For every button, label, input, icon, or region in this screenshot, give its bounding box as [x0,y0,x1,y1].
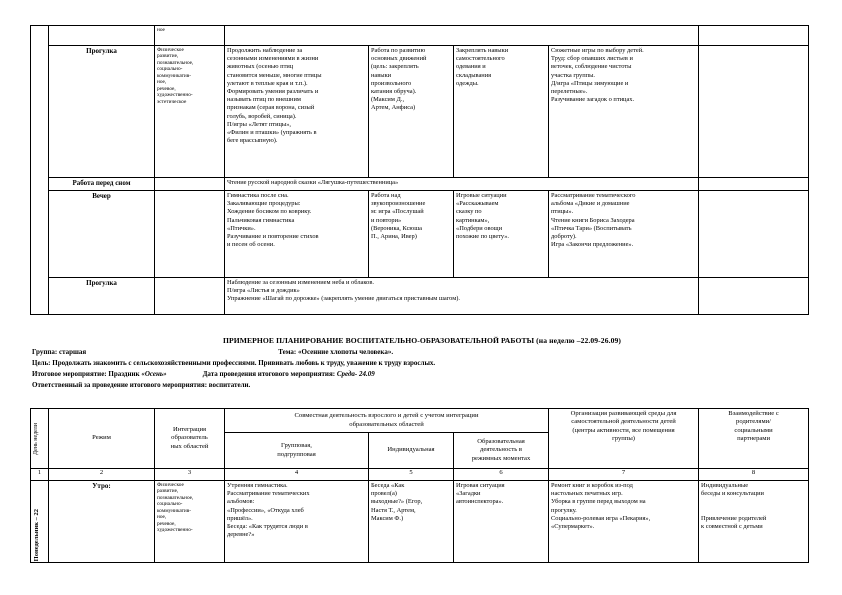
responsible-line: Ответственный за проведение итогового мероприятия: воспитатели. [32,381,251,389]
mode-cell: Вечер [49,191,155,278]
theme-label: Тема: «Осенние хлопоты человека». [278,348,394,356]
merged-activity-cell: Наблюдение за сезонным изменением неба и облаков. П/игра «Листья и дождик» Упражнение «Шагай по дорожке» (закреплять умение двигаться приставным шагом). [225,278,699,315]
group-activity-cell: Утренняя гимнастика. Рассматривание тематических альбомов: «Профессии», «Откуда хлеб пришёл». Беседа: «Как трудятся люди в деревне?» [225,481,369,563]
family-cell [699,191,809,278]
family-cell [699,46,809,178]
environment-cell: Ремонт книг и коробок из-под настольных печатных игр. Уборка в группе перед выходом на прогулку. Социально-ролевая игра «Пекария», «Супермаркет». [549,481,699,563]
individual-activity-cell: Работа по развитию основных движений (цель: закреплять навыки произвольного катания обруча). (Максим Д., Артем, Анфиса) [369,46,454,178]
monday-morning-row [31,481,809,563]
top-row-evening [31,191,809,278]
edu-areas-cell: Физическое развитие, познавательное, социально- коммуникатив- ное, речевое, художественно- [155,481,225,563]
regime-header: Образовательная деятельность в режимных моментах [454,433,549,469]
edu-areas-cell: Физическое развитие, познавательное, социально- коммуникатив- ное, речевое, художественно- эстетическое [155,46,225,178]
final-event-value: «Осень» [141,370,167,378]
top-plan-table [30,25,809,315]
regime-activity-cell: Закреплять навыки самостоятельного одевания и складывания одежды. [454,46,549,178]
column-number-row: 1 2 3 4 5 6 7 8 [31,469,809,481]
mode-cell: Утро: [49,481,155,563]
goals-line: Цель: Продолжать знакомить с сельскохозяйственными профессиями. Прививать любовь к труду, уважение к труду взрослых. [32,359,436,367]
individual-activity-cell: Работа над звукопроизношение м: игра «Послушай и повтори» (Вероника, Ксюша П., Арина, Ивер) [369,191,454,278]
individual-header: Индивидуальная [369,433,454,469]
environment-cell: Сюжетные игры по выбору детей. Труд: сбор опавших листьев и веточек, соблюдение чистоты участка группы. Д/игра «Птицы зимующие и перелетные». Разучивание загадок о птицах. [549,46,699,178]
top-row-walk [31,46,809,178]
group-label: Группа: старшая [32,348,87,356]
final-date-value: Среда- 24.09 [336,370,375,378]
edu-areas-cell: ное [155,26,225,46]
day-header: День недели [31,409,49,469]
group-activity-cell: Гимнастика после сна. Закаливающие процедуры: Хождение босиком по коврику. Пальчиковая гимнастика «Птички». Разучивание и повторение стихов и песен об осени. [225,191,369,278]
group-header: Групповая, подгрупповая [225,433,369,469]
final-event-line: Итоговое мероприятие: Праздник «Осень» Дата проведения итогового мероприятия: Среда- 24.09 [32,370,375,378]
top-row-walk-2 [31,278,809,315]
environment-header: Организация развивающей среды для самостоятельной деятельности детей (центры активности, все помещения группы) [549,409,699,469]
environment-cell: Рассматривание тематического альбома «Дикие и домашние птицы». Чтение книги Бориса Заходера «Птичка Тари» (Воспитывать доброту). Игра «Закончи предложение». [549,191,699,278]
day-cell: Понедельник – 22 [31,481,49,563]
top-row-0 [31,26,809,46]
regime-activity-cell: Игровая ситуация «Загадки автоинспектора». [454,481,549,563]
top-row-before-sleep [31,178,809,191]
group-activity-cell: Продолжить наблюдение за сезонными изменениями в жизни животных (осенью птиц становится меньше, многие птицы улетают в теплые края и т.п.). Формировать умения различать и называть птиц по внешним признакам (серая ворона, сизый голубь, воробей, синица). П/игры «Летят птицы», «Филин и пташки» (упражнять в беге врассыпную). [225,46,369,178]
family-cell: Индивидуальные беседы и консультации Привлечение родителей к совместной с детьми [699,481,809,563]
header-row-1 [31,409,809,433]
merged-activity-cell: Чтение русской народной сказки «Лягушка-путешественница» [225,178,699,191]
joint-activity-header: Совместная деятельность взрослого и детей с учетом интеграции образовательных областей [225,409,549,433]
integration-header: Интеграция образователь ных областей [155,409,225,469]
group-theme-line [32,348,812,356]
mode-cell: Прогулка [49,46,155,178]
plan-header-block [32,336,812,389]
mode-header: Режим [49,409,155,469]
day-cell-empty [31,26,49,315]
mode-cell: Прогулка [49,278,155,315]
bottom-plan-table [30,408,809,563]
family-header: Взаимодействие с родителями/ социальными партнерами [699,409,809,469]
mode-cell: Работа перед сном [49,178,155,191]
regime-activity-cell: Игровые ситуации «Расскажываем сказку по картинкам», «Подбери овощи похожие по цвету». [454,191,549,278]
plan-title: ПРИМЕРНОЕ ПЛАНИРОВАНИЕ ВОСПИТАТЕЛЬНО-ОБРАЗОВАТЕЛЬНОЙ РАБОТЫ (на неделю –22.09-26.09) [222,336,622,345]
individual-activity-cell: Беседа «Как провел(а) выходные?» (Егор, Настя Т., Артем, Максим Ф.) [369,481,454,563]
